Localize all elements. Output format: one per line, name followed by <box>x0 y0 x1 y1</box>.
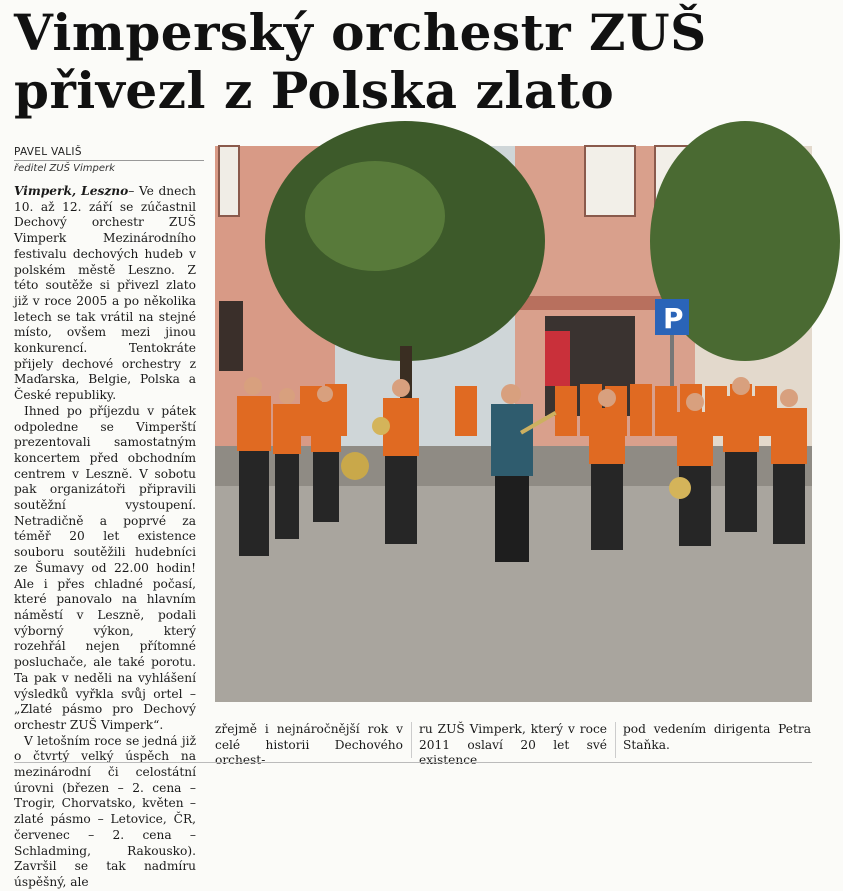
conductor <box>491 384 533 562</box>
musician <box>723 377 759 532</box>
tree-left-highlight <box>305 161 445 271</box>
byline <box>14 146 204 175</box>
bottom-column-1: zřejmě i nejnáročnější rok v celé historii Dechového orchest- <box>215 722 403 768</box>
article-headline <box>14 4 834 120</box>
page-bottom-rule <box>14 762 812 763</box>
building-window <box>585 146 635 216</box>
musician <box>237 377 271 556</box>
headline-line-1: Vimperský orchestr ZUŠ <box>14 3 707 62</box>
paragraph-2: Ihned po příjezdu v pátek odpoledne se Vimperští prezentovali samostatným koncertem před obchodním centrem v Lesznĕ. V sobotu pak organizátoři připravili soutěžní vystoupení. Netradičně a poprvé za téměř 20 let existence souboru soutěžili hudebníci ze Šumavy od 22.00 hodin! Ale i přes chladné počasí, které panovalo na hlavním náměstí v Lesznĕ, podali výborný výkon, který rozehřál nejen přítomné posluchače, ale také porotu. Ta pak v neděli na vyhlášení výsledků vyřkla svůj ortel – „Zlaté pásmo pro Dechový orchestr ZUŠ Vimperk“. <box>14 403 196 732</box>
building-window <box>219 301 243 371</box>
musician <box>383 379 419 544</box>
musician <box>589 389 625 550</box>
byline-divider <box>14 160 204 161</box>
horn-bell <box>372 417 390 435</box>
musician <box>273 388 301 539</box>
orchestr-photo <box>215 146 812 702</box>
bottom-column-2: ru ZUŠ Vimperk, který v roce 2011 oslaví 20 let své existence <box>419 722 607 768</box>
paragraph-1-text: – Ve dnech 10. až 12. září se zúčastnil Dechový orchestr ZUŠ Vimperk Mezinárodního festivalu dechových hudeb v polském městě Leszno. Z této soutěže si přivezl zlato již v roce 2005 a po několika letech se tak vrátil na stejné místo, ovšem mezi jinou konkurencí. Tentokráte přijely dechové orchestry z Maďarska, Belgie, Polska a České republiky. <box>14 184 196 403</box>
musician <box>630 384 652 436</box>
paragraph-3: V letošním roce se jedná již o čtvrtý velký úspěch na mezinárodní či celostátní úrovni (březen – 2. cena – Trogir, Chorvatsko, květen – zlaté pásmo – Letovice, ČR, červenec – 2. cena – Schladming, Rakousko). Završil se tak nadmíru úspěšný, ale <box>14 733 196 889</box>
author-name: PAVEL VALIŠ <box>14 146 82 158</box>
building-window <box>219 146 239 216</box>
sousaphone-bell <box>669 477 691 499</box>
musician <box>655 386 677 436</box>
tuba-bell <box>341 452 369 480</box>
musician <box>555 386 577 436</box>
musician <box>677 393 713 546</box>
musician <box>311 386 341 522</box>
article-body-column <box>14 184 196 891</box>
musician <box>455 386 477 436</box>
shop-poster <box>545 331 570 386</box>
column-divider <box>615 722 616 758</box>
musician <box>771 389 807 544</box>
bottom-column-3: pod vedením dirigenta Petra Staňka. <box>623 722 811 752</box>
parking-sign-letter: P <box>663 302 684 335</box>
column-divider <box>411 722 412 758</box>
author-role: ředitel ZUŠ Vimperk <box>14 163 115 174</box>
paragraph-1 <box>14 184 196 404</box>
dateline: Vimperk, Leszno <box>14 184 129 198</box>
headline-line-2: přivezl z Polska zlato <box>14 61 615 120</box>
